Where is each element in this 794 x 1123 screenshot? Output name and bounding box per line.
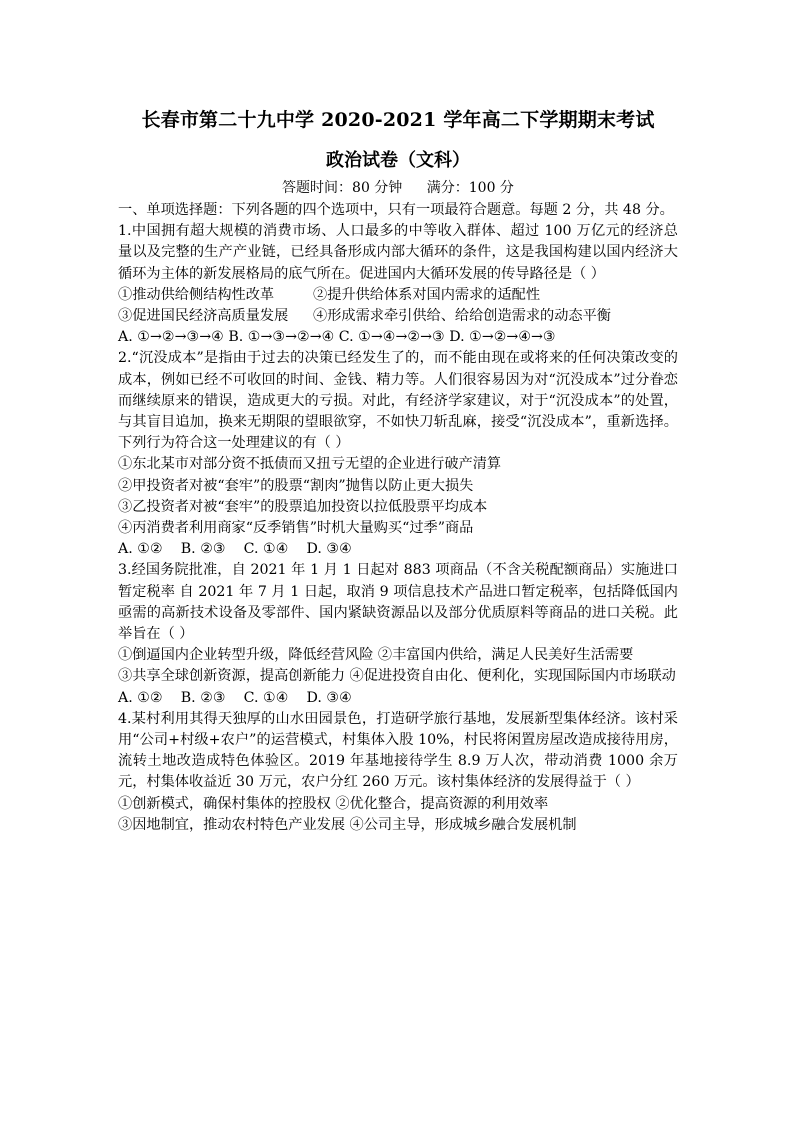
exam-subtitle: 政治试卷（文科） xyxy=(326,150,470,171)
q4-statements-1-2: ①创新模式，确保村集体的控股权 ②优化整合，提高资源的利用效率 xyxy=(118,795,549,812)
q3-statements-1-2: ①倒逼国内企业转型升级，降低经营风险 ②丰富国内供给，满足人民美好生活需要 xyxy=(118,647,634,664)
q2-statement-3: ③乙投资者对被“套牢”的股票追加投资以拉低股票平均成本 xyxy=(118,498,488,515)
section-instruction: 一、单项选择题：下列各题的四个选项中，只有一项最符合题意。每题 2 分，共 48 分。 xyxy=(118,202,674,218)
q1-statement-1: ①推动供给侧结构性改革 xyxy=(118,286,275,303)
exam-page xyxy=(118,100,678,836)
q1-statement-2: ②提升供给体系对国内需求的适配性 xyxy=(313,286,541,303)
q2-statement-4: ④丙消费者利用商家“反季销售”时机大量购买“过季”商品 xyxy=(118,520,474,537)
question-4-stem: 4.某村利用其得天独厚的山水田园景色，打造研学旅行基地，发展新型集体经济。该村采用“公司+村级+农户”的运营模式，村集体入股 10%，村民将闲置房屋改造成接待用房，流转土地改造成特色体验区。2019 年基地接待学生 8.9 万人次，带动消费 1000 余万元，村集体收益近 30 万元，农户分红 260 万元。该村集体经济的发展得益于（ ） xyxy=(118,710,678,791)
question-1-choices: A. ①→②→③→④ B. ①→③→②→④ C. ①→④→②→③ D. ①→②→④→③ xyxy=(118,329,556,346)
question-2-choices: A. ①② B. ②③ C. ①④ D. ③④ xyxy=(118,541,352,558)
q1-statement-4: ④形成需求牵引供给、给给创造需求的动态平衡 xyxy=(313,308,611,325)
exam-title: 长春市第二十九中学 2020-2021 学年高二下学期期末考试 xyxy=(141,109,655,131)
question-2-stem: 2.“沉没成本”是指由于过去的决策已经发生了的，而不能由现在或将来的任何决策改变的成本，例如已经不可收回的时间、金钱、精力等。人们很容易因为对“沉没成本”过分眷恋而继续原来的错误，造成更大的亏损。对此，有经济学家建议，对于“沉没成本”的处置，与其盲目追加，换来无期限的望眼欲穿，不如快刀斩乱麻，接受“沉没成本”，重新选择。下列行为符合这一处理建议的有（ ） xyxy=(118,350,678,452)
question-1-stem: 1.中国拥有超大规模的消费市场、人口最多的中等收入群体、超过 100 万亿元的经济总量以及完整的生产产业链，已经具备形成内部大循环的条件，这是我国构建以国内经济大循环为主体的新发展格局的底气所在。促进国内大循环发展的传导路径是（ ） xyxy=(118,223,678,282)
exam-score: 满分：100 分 xyxy=(426,180,514,196)
q3-statements-3-4: ③共享全球创新资源，提高创新能力 ④促进投资自由化、便利化，实现国际国内市场联动 xyxy=(118,668,676,685)
exam-body xyxy=(118,200,678,836)
question-3-stem: 3.经国务院批准，自 2021 年 1 月 1 日起对 883 项商品（不含关税配额商品）实施进口暂定税率 自 2021 年 7 月 1 日起，取消 9 项信息技术产品进口暂定税率，包括降低国内亟需的高新技术设备及零部件、国内紧缺资源品以及部分优质原料等商品的进口关税。此举旨在（ ） xyxy=(118,562,678,643)
question-1-statements-row-1 xyxy=(118,285,678,306)
exam-time: 答题时间：80 分钟 xyxy=(282,180,403,196)
q4-statements-3-4: ③因地制宜，推动农村特色产业发展 ④公司主导，形成城乡融合发展机制 xyxy=(118,816,577,833)
exam-meta xyxy=(118,176,678,200)
q2-statement-2: ②甲投资者对被“套牢”的股票“割肉”抛售以防止更大损失 xyxy=(118,477,474,494)
q1-statement-3: ③促进国民经济高质量发展 xyxy=(118,308,289,325)
question-1-statements-row-2 xyxy=(118,306,678,327)
question-3-choices: A. ①② B. ②③ C. ①④ D. ③④ xyxy=(118,689,352,706)
q2-statement-1: ①东北某市对部分资不抵债而又扭亏无望的企业进行破产清算 xyxy=(118,456,502,473)
